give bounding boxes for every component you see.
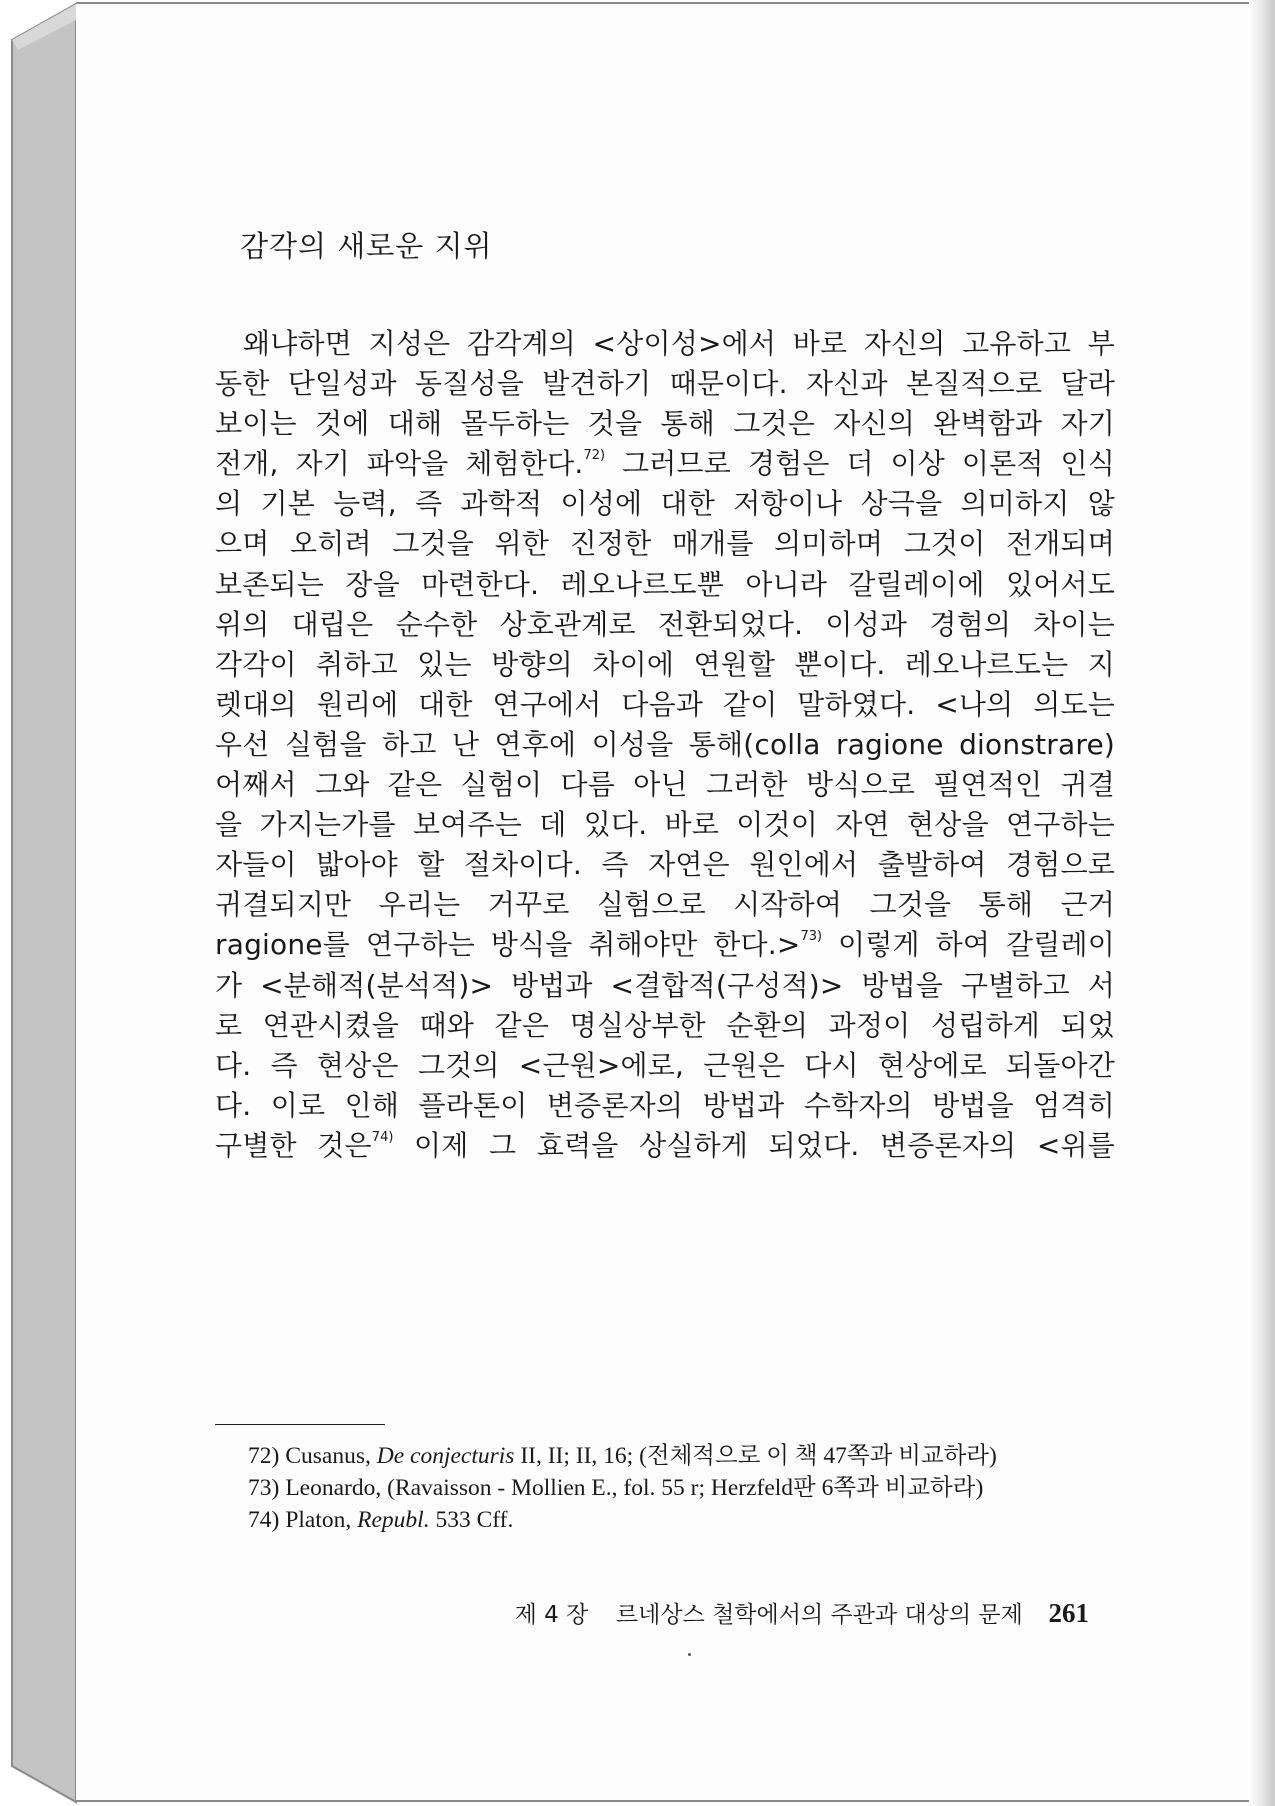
footnote-item: 72) Cusanus, De conjecturis II, II; II, 16; (전체적으로 이 책 47쪽과 비교하라): [248, 1443, 997, 1469]
footnote-number: 72): [248, 1443, 280, 1469]
footnote-title: Republ.: [357, 1507, 430, 1533]
text-line: 각각이 취하고 있는 방향의 차이에 연원할 뿐이다. 레오나르도는 지: [215, 647, 1115, 681]
text-line: 다. 즉 현상은 그것의 <근원>에로, 근원은 다시 현상에로 되돌아간: [215, 1048, 1115, 1082]
text-line: 우선 실험을 하고 난 연후에 이성을 통해(colla ragione dionstrare): [215, 727, 1115, 761]
body-paragraph: [215, 324, 1115, 1166]
text-line: 전개, 자기 파악을 체험한다.$^{72)}$ 그러므로 경험은 더 이상 이론적 인식: [215, 447, 1116, 481]
footnote-number: 73): [248, 1475, 280, 1501]
footnote-item: 73) Leonardo, (Ravaisson - Mollien E., fol. 55 r; Herzfeld판 6쪽과 비교하라): [248, 1475, 984, 1501]
book-spine: [0, 0, 80, 1806]
footnote-title: De conjecturis: [376, 1443, 515, 1469]
footnote-rule: [215, 1424, 385, 1425]
page-footer: [515, 1596, 1089, 1629]
text-line: 으며 오히려 그것을 위한 진정한 매개를 의미하며 그것이 전개되며: [215, 527, 1115, 561]
text-line: 구별한 것은$^{74)}$ 이제 그 효력을 상실하게 되었다. 변증론자의 <위를: [215, 1128, 1115, 1162]
text-line: 로 연관시켰을 때와 같은 명실상부한 순환의 과정이 성립하게 되었: [215, 1008, 1115, 1042]
text-line: ragione를 연구하는 방식을 취해야만 한다.>$^{73)}$ 이렇게 하여 갈릴레이: [215, 928, 1115, 962]
page-number: 261: [1048, 1598, 1089, 1628]
footnote-ref: 73): [800, 929, 823, 945]
text-line: 귀결되지만 우리는 거꾸로 실험으로 시작하여 그것을 통해 근거: [215, 888, 1115, 922]
running-head: 감각의 새로운 지위: [240, 229, 493, 263]
footer-chapter-title: 르네상스 철학에서의 주관과 대상의 문제: [615, 1602, 1023, 1628]
text-line: 의 기본 능력, 즉 과학적 이성에 대한 저항이나 상극을 의미하지 않: [215, 487, 1115, 521]
footnotes-list: [248, 1440, 1128, 1536]
page-edge-shadow: [1249, 0, 1275, 1806]
text-line: 어째서 그와 같은 실험이 다름 아닌 그러한 방식으로 필연적인 귀결: [215, 768, 1115, 802]
text-line: 위의 대립은 순수한 상호관계로 전환되었다. 이성과 경험의 차이는: [215, 607, 1115, 641]
text-line: 다. 이로 인해 플라톤이 변증론자의 방법과 수학자의 방법을 엄격히: [215, 1088, 1115, 1122]
footnote-ref: 74): [371, 1129, 394, 1145]
footnote-ref: 72): [583, 448, 606, 464]
scan-speck: [688, 1653, 691, 1656]
footer-chapter: 제 4 장: [514, 1602, 589, 1628]
text-line: 가 <분해적(분석적)> 방법과 <결합적(구성적)> 방법을 구별하고 서: [215, 968, 1115, 1002]
text-line: 을 가지는가를 보여주는 데 있다. 바로 이것이 자연 현상을 연구하는: [215, 808, 1115, 842]
text-line: 보존되는 장을 마련한다. 레오나르도뿐 아니라 갈릴레이에 있어서도: [215, 567, 1115, 601]
text-line: 동한 단일성과 동질성을 발견하기 때문이다. 자신과 본질적으로 달라: [215, 367, 1115, 401]
text-line: 보이는 것에 대해 몰두하는 것을 통해 그것은 자신의 완벽함과 자기: [215, 407, 1115, 441]
text-line: 왜냐하면 지성은 감각계의 <상이성>에서 바로 자신의 고유하고 부: [243, 327, 1115, 360]
text-line: 렛대의 원리에 대한 연구에서 다음과 같이 말하였다. <나의 의도는: [215, 687, 1115, 721]
footnote-number: 74): [248, 1507, 280, 1533]
footnote-item: 74) Platon, Republ. 533 Cff.: [248, 1507, 514, 1533]
text-line: 자들이 밟아야 할 절차이다. 즉 자연은 원인에서 출발하여 경험으로: [215, 848, 1115, 882]
